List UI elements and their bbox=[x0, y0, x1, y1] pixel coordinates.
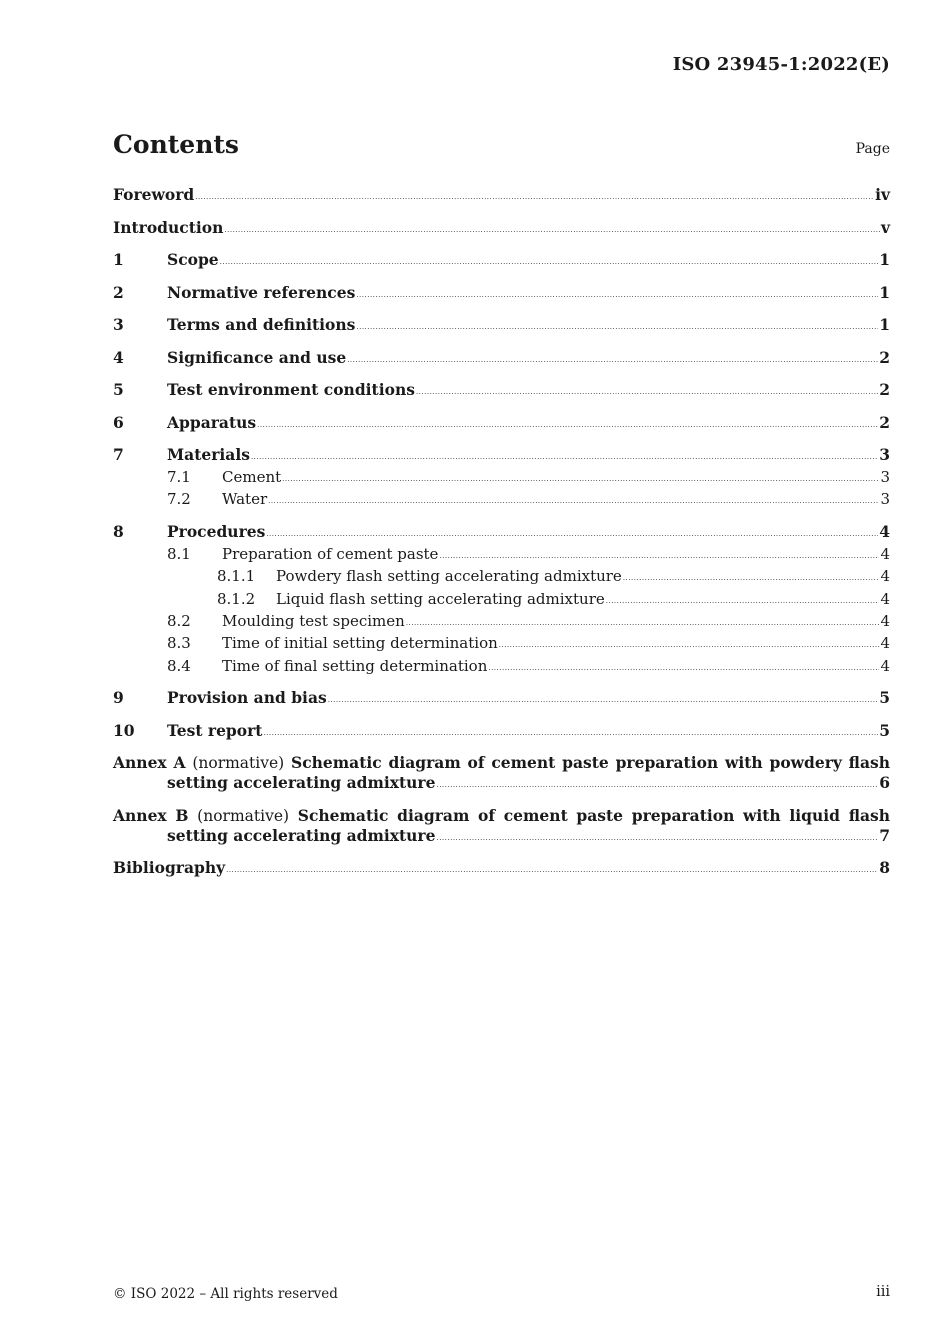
toc-entry-page: 4 bbox=[880, 634, 890, 653]
footer-page-number: iii bbox=[876, 1284, 890, 1300]
toc-entry[interactable] bbox=[113, 283, 890, 306]
dot-leader bbox=[251, 448, 878, 467]
toc-entry[interactable] bbox=[113, 522, 890, 545]
toc-entry-page: v bbox=[880, 217, 890, 237]
annex-title-cont: setting accelerating admixture bbox=[167, 825, 436, 845]
toc-entry-title: Cement bbox=[222, 468, 282, 486]
dot-leader bbox=[406, 614, 880, 633]
dot-leader bbox=[257, 416, 878, 435]
toc-entry[interactable] bbox=[113, 413, 890, 436]
toc-entry-title: Scope bbox=[167, 250, 219, 269]
toc-entry-page: 5 bbox=[879, 720, 890, 740]
toc-entry-title: Time of final setting determination bbox=[222, 656, 488, 675]
toc-entry[interactable] bbox=[113, 545, 890, 567]
toc-entry-number: 5 bbox=[113, 380, 124, 399]
toc-entry-number: 10 bbox=[113, 720, 135, 740]
toc-entry-title: Bibliography bbox=[113, 858, 226, 878]
toc-entry-number: 9 bbox=[113, 688, 124, 708]
toc-entry-title: Provision and bias bbox=[167, 688, 327, 708]
toc-entry-number: 4 bbox=[113, 347, 124, 367]
toc-entry-number: 8.1.2 bbox=[217, 589, 256, 608]
toc-entry[interactable] bbox=[113, 634, 890, 656]
toc-entry-page: 2 bbox=[879, 412, 890, 432]
dot-leader bbox=[499, 636, 880, 655]
dot-leader bbox=[328, 691, 878, 710]
annex-title: Schematic diagram of cement paste preparation with powdery flash bbox=[291, 753, 890, 773]
toc-entry-number: 1 bbox=[113, 250, 124, 269]
contents-heading-row bbox=[113, 130, 890, 159]
annex-title-line bbox=[113, 806, 890, 826]
dot-leader bbox=[439, 547, 879, 566]
toc-entry-page: 4 bbox=[879, 522, 890, 542]
toc-entry-page: 4 bbox=[880, 611, 890, 630]
toc-entries bbox=[113, 185, 890, 744]
annex-label: Annex A bbox=[113, 753, 186, 773]
toc-entry[interactable] bbox=[113, 348, 890, 371]
toc-entry-page: 3 bbox=[880, 490, 890, 509]
toc-entry-page: 3 bbox=[880, 468, 890, 486]
dot-leader bbox=[220, 253, 879, 272]
toc-entry[interactable] bbox=[113, 468, 890, 490]
toc-entry[interactable] bbox=[113, 490, 890, 512]
toc-entry-title: Apparatus bbox=[167, 412, 257, 432]
annex-title-continuation bbox=[113, 773, 890, 796]
toc-entry-number: 6 bbox=[113, 412, 124, 432]
toc-entry-page: iv bbox=[875, 185, 890, 204]
dot-leader bbox=[268, 492, 879, 511]
toc-entry[interactable] bbox=[113, 218, 890, 241]
toc-entry[interactable] bbox=[113, 612, 890, 634]
toc-entry-title: Test environment conditions bbox=[167, 380, 415, 399]
toc-entry-bibliography[interactable] bbox=[113, 858, 890, 881]
toc-entry[interactable] bbox=[113, 185, 890, 208]
toc-entry-title: Terms and definitions bbox=[167, 315, 356, 334]
toc-entry[interactable] bbox=[113, 657, 890, 679]
annex-type: (normative) bbox=[192, 754, 285, 773]
dot-leader bbox=[347, 351, 878, 370]
dot-leader bbox=[266, 525, 878, 544]
toc-entry-page: 1 bbox=[879, 315, 890, 334]
toc-entry-title: Procedures bbox=[167, 522, 266, 542]
toc-entry-title: Powdery flash setting accelerating admixture bbox=[276, 567, 622, 586]
toc-entry-number: 8.4 bbox=[167, 656, 191, 675]
toc-entry-title: Time of initial setting determination bbox=[222, 634, 498, 653]
toc-entry-number: 8.3 bbox=[167, 634, 191, 653]
toc-entry[interactable] bbox=[113, 380, 890, 403]
toc-entry-number: 8 bbox=[113, 522, 124, 542]
toc-entry[interactable] bbox=[113, 590, 890, 612]
annex-title-continuation bbox=[113, 826, 890, 849]
toc-entry-page: 2 bbox=[879, 380, 890, 399]
annex-type: (normative) bbox=[197, 806, 290, 825]
toc-entry-page: 4 bbox=[880, 656, 890, 675]
annex-page: 7 bbox=[879, 825, 890, 845]
toc-entry-number: 7.1 bbox=[167, 468, 191, 486]
footer-copyright: © ISO 2022 – All rights reserved bbox=[113, 1286, 338, 1302]
toc-annex-a[interactable] bbox=[113, 753, 890, 796]
toc-entry-title: Test report bbox=[167, 720, 263, 740]
dot-leader bbox=[226, 861, 878, 880]
toc-entry-number: 8.1.1 bbox=[217, 567, 256, 586]
toc-entry-page: 8 bbox=[879, 858, 890, 878]
document-id: ISO 23945-1:2022(E) bbox=[672, 54, 890, 75]
dot-leader bbox=[224, 221, 880, 240]
dot-leader bbox=[356, 286, 878, 305]
toc-entry-title: Introduction bbox=[113, 217, 224, 237]
toc-entry[interactable] bbox=[113, 315, 890, 338]
toc-entry-title: Normative references bbox=[167, 282, 356, 302]
toc-entry-page: 1 bbox=[879, 250, 890, 269]
dot-leader bbox=[488, 659, 879, 678]
toc-entry-page: 3 bbox=[879, 445, 890, 464]
toc-entry-page: 4 bbox=[880, 545, 890, 564]
table-of-contents bbox=[113, 185, 890, 881]
toc-entry-number: 8.2 bbox=[167, 611, 191, 630]
annex-page: 6 bbox=[879, 773, 890, 793]
annex-label: Annex B bbox=[113, 805, 189, 825]
toc-entry-number: 7.2 bbox=[167, 490, 191, 509]
toc-entry-page: 4 bbox=[880, 589, 890, 608]
toc-entry-title: Liquid flash setting accelerating admixture bbox=[276, 589, 605, 608]
annex-title-cont: setting accelerating admixture bbox=[167, 773, 436, 793]
toc-entry-page: 2 bbox=[879, 347, 890, 367]
dot-leader bbox=[623, 569, 880, 588]
toc-entry-number: 7 bbox=[113, 445, 124, 464]
dot-leader bbox=[263, 724, 878, 743]
toc-entry[interactable] bbox=[113, 688, 890, 711]
dot-leader bbox=[356, 318, 878, 337]
annex-title-line bbox=[113, 753, 890, 773]
dot-leader bbox=[282, 470, 879, 489]
toc-entry-number: 8.1 bbox=[167, 545, 191, 564]
toc-entry-title: Materials bbox=[167, 445, 250, 464]
toc-entry[interactable] bbox=[113, 250, 890, 273]
toc-entry-number: 2 bbox=[113, 282, 124, 302]
toc-entry-page: 4 bbox=[880, 567, 890, 586]
page-column-label: Page bbox=[855, 141, 890, 157]
toc-entry-title: Moulding test specimen bbox=[222, 611, 405, 630]
toc-entry[interactable] bbox=[113, 567, 890, 589]
dot-leader bbox=[416, 383, 878, 402]
dot-leader bbox=[606, 592, 880, 611]
toc-entry[interactable] bbox=[113, 721, 890, 744]
toc-entry-page: 1 bbox=[879, 282, 890, 302]
dot-leader bbox=[195, 188, 874, 207]
toc-entry-title: Significance and use bbox=[167, 347, 347, 367]
toc-entry-page: 5 bbox=[879, 688, 890, 708]
toc-entry-title: Water bbox=[222, 490, 268, 509]
annex-title: Schematic diagram of cement paste preparation with liquid flash bbox=[297, 805, 890, 825]
dot-leader bbox=[436, 829, 878, 848]
toc-annex-b[interactable] bbox=[113, 806, 890, 849]
toc-entry[interactable] bbox=[113, 445, 890, 468]
dot-leader bbox=[436, 776, 878, 795]
contents-title: Contents bbox=[113, 130, 240, 159]
toc-entry-number: 3 bbox=[113, 315, 124, 334]
toc-entry-title: Preparation of cement paste bbox=[222, 545, 439, 564]
toc-entry-title: Foreword bbox=[113, 185, 195, 204]
